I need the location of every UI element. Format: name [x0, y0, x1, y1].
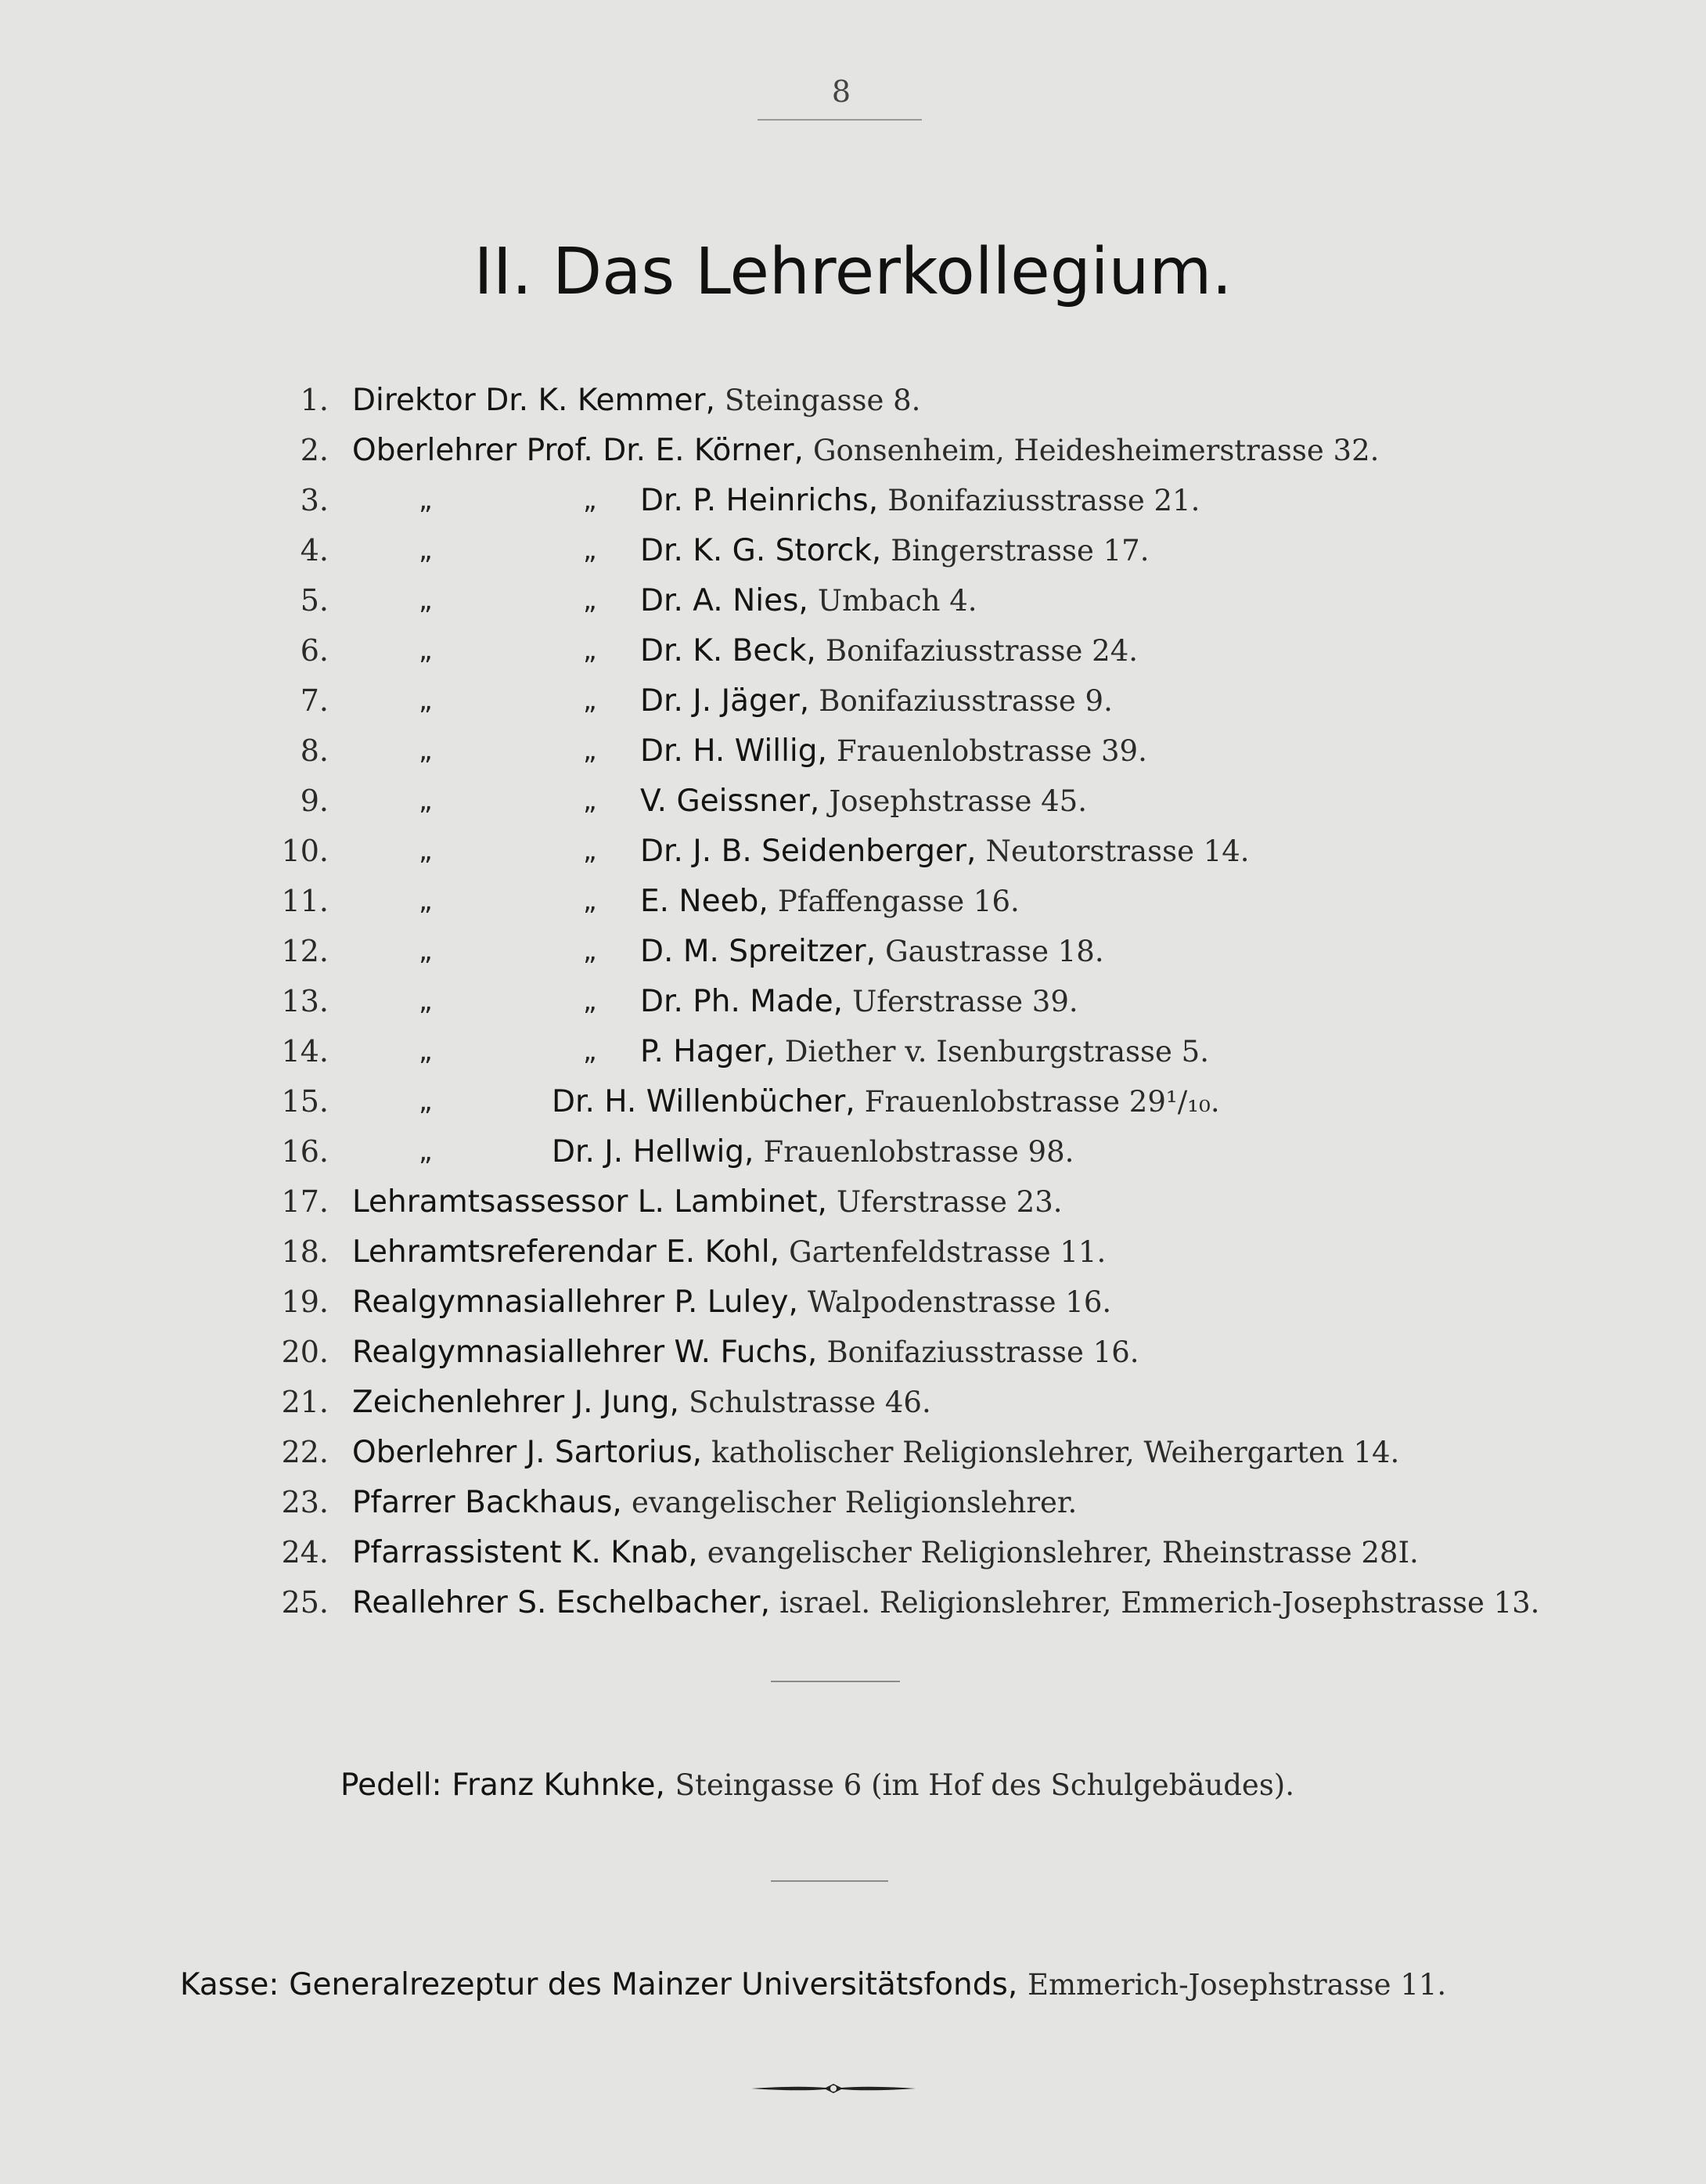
list-item	[0, 676, 1706, 725]
entry-name: Direktor Dr. K. Kemmer,	[352, 383, 715, 418]
entry-number: 24.	[281, 1535, 329, 1570]
pedell-address: Steingasse 6 (im Hof des Schulgebäudes).	[675, 1768, 1295, 1802]
list-item	[0, 927, 1706, 975]
entry-name: Pfarrer Backhaus,	[352, 1485, 622, 1520]
entry-number: 18.	[281, 1234, 329, 1269]
entry-name: Dr. J. Hellwig,	[552, 1134, 754, 1169]
entry-number: 17.	[281, 1184, 329, 1219]
entry-name: Dr. Ph. Made,	[640, 984, 844, 1019]
entry-address: Josephstrasse 45.	[829, 784, 1087, 818]
entry-address: Frauenlobstrasse 98.	[763, 1135, 1074, 1169]
ditto-mark: „	[419, 685, 433, 716]
entry-number: 25.	[281, 1585, 329, 1620]
entry-name: Lehramtsassessor L. Lambinet,	[352, 1184, 827, 1220]
entry-name: Dr. A. Nies,	[640, 583, 808, 618]
entry-number: 7.	[300, 683, 329, 718]
entry-address: evangelischer Religionslehrer, Rheinstrasse 28I.	[707, 1536, 1419, 1570]
entry-number: 14.	[281, 1034, 329, 1069]
entry-address: Schulstrasse 46.	[689, 1386, 931, 1419]
ditto-mark: „	[419, 585, 433, 616]
ditto-mark: „	[583, 585, 597, 616]
section-divider	[771, 1681, 900, 1682]
entry-name: Dr. P. Heinrichs,	[640, 483, 879, 518]
entry-address: Uferstrasse 23.	[836, 1185, 1063, 1219]
entry-number: 16.	[281, 1134, 329, 1169]
entry-address: Uferstrasse 39.	[852, 985, 1078, 1018]
ditto-mark: „	[583, 986, 597, 1017]
ditto-mark: „	[419, 535, 433, 566]
kasse-name: Generalrezeptur des Mainzer Universitätsfonds,	[289, 1967, 1018, 2002]
ditto-mark: „	[583, 685, 597, 716]
ditto-mark: „	[583, 635, 597, 666]
entry-address: Frauenlobstrasse 39.	[837, 734, 1147, 768]
entry-name: Dr. J. Jäger,	[640, 683, 810, 719]
kasse-address: Emmerich-Josephstrasse 11.	[1027, 1968, 1447, 2002]
entry-name: P. Hager,	[640, 1034, 776, 1069]
list-item	[0, 977, 1706, 1025]
entry-address: Bonifaziusstrasse 16.	[826, 1335, 1139, 1369]
entry-number: 11.	[281, 884, 329, 918]
entry-address: Gonsenheim, Heidesheimerstrasse 32.	[812, 434, 1380, 467]
entry-number: 23.	[281, 1485, 329, 1519]
ditto-mark: „	[419, 1086, 433, 1117]
entry-name: Dr. K. Beck,	[640, 633, 816, 669]
pedell-line	[340, 1761, 1706, 1809]
entry-address: Walpodenstrasse 16.	[807, 1285, 1112, 1319]
entry-name: Dr. H. Willenbücher,	[552, 1084, 855, 1119]
list-item	[0, 576, 1706, 625]
entry-address: Gaustrasse 18.	[885, 935, 1104, 968]
list-item	[0, 626, 1706, 675]
ditto-mark: „	[419, 835, 433, 867]
pedell-label: Pedell:	[340, 1768, 442, 1803]
list-item	[0, 1127, 1706, 1176]
list-item	[0, 827, 1706, 875]
entry-name: D. M. Spreitzer,	[640, 934, 876, 969]
entry-name: Oberlehrer Prof. Dr. E. Körner,	[352, 433, 804, 468]
ditto-mark: „	[583, 485, 597, 516]
ditto-mark: „	[419, 986, 433, 1017]
list-item	[0, 1177, 1706, 1226]
entry-address: katholischer Religionslehrer, Weihergarten 14.	[711, 1436, 1400, 1469]
ditto-mark: „	[583, 1036, 597, 1067]
list-item	[0, 1027, 1706, 1076]
list-item	[0, 1227, 1706, 1276]
ditto-mark: „	[583, 535, 597, 566]
page-number: 8	[831, 74, 851, 109]
list-item	[0, 726, 1706, 775]
entry-number: 9.	[300, 784, 329, 818]
page-title: II. Das Lehrerkollegium.	[473, 235, 1233, 309]
entry-address: Diether v. Isenburgstrasse 5.	[784, 1035, 1209, 1069]
pedell-name: Franz Kuhnke,	[452, 1768, 665, 1803]
ditto-mark: „	[419, 485, 433, 516]
entry-name: E. Neeb,	[640, 884, 768, 919]
entry-address: Frauenlobstrasse 29¹/₁₀.	[864, 1085, 1220, 1119]
entry-address: Umbach 4.	[817, 584, 977, 618]
entry-address: evangelischer Religionslehrer.	[631, 1486, 1078, 1519]
entry-name: Zeichenlehrer J. Jung,	[352, 1385, 679, 1420]
entry-address: Bonifaziusstrasse 24.	[825, 634, 1139, 668]
entry-number: 12.	[281, 934, 329, 968]
entry-name: Lehramtsreferendar E. Kohl,	[352, 1234, 780, 1270]
entry-address: Neutorstrasse 14.	[985, 834, 1250, 868]
list-item	[0, 376, 1706, 424]
list-item	[0, 777, 1706, 825]
list-item	[0, 526, 1706, 575]
entry-name: Pfarrassistent K. Knab,	[352, 1535, 698, 1570]
entry-name: Dr. K. G. Storck,	[640, 533, 882, 568]
ditto-mark: „	[583, 785, 597, 816]
entry-number: 5.	[300, 583, 329, 618]
entry-name: Reallehrer S. Eschelbacher,	[352, 1585, 770, 1620]
entry-number: 22.	[281, 1435, 329, 1469]
ditto-mark: „	[583, 835, 597, 867]
ditto-mark: „	[583, 735, 597, 766]
entry-number: 2.	[300, 433, 329, 467]
ditto-mark: „	[419, 785, 433, 816]
ditto-mark: „	[419, 935, 433, 967]
entry-number: 13.	[281, 984, 329, 1018]
kasse-label: Kasse:	[180, 1967, 279, 2002]
list-item	[0, 877, 1706, 925]
ditto-mark: „	[419, 885, 433, 917]
ditto-mark: „	[419, 1036, 433, 1067]
entry-number: 19.	[281, 1285, 329, 1319]
entry-address: Bonifaziusstrasse 9.	[819, 684, 1113, 718]
list-item	[0, 1077, 1706, 1126]
entry-address: Steingasse 8.	[724, 384, 921, 417]
list-item	[0, 1428, 1706, 1476]
entry-number: 8.	[300, 733, 329, 768]
section-divider	[771, 1880, 888, 1882]
entry-name: Realgymnasiallehrer P. Luley,	[352, 1285, 798, 1320]
list-item	[0, 1578, 1706, 1627]
ditto-mark: „	[419, 635, 433, 666]
page-number-rule	[758, 119, 922, 121]
list-item	[0, 1328, 1706, 1376]
ditto-mark: „	[419, 735, 433, 766]
entry-address: Bingerstrasse 17.	[891, 534, 1150, 568]
entry-address: Gartenfeldstrasse 11.	[789, 1235, 1107, 1269]
ditto-mark: „	[583, 935, 597, 967]
ditto-mark: „	[419, 1136, 433, 1167]
entry-number: 21.	[281, 1385, 329, 1419]
entry-number: 1.	[300, 383, 329, 417]
entry-number: 4.	[300, 533, 329, 568]
list-item	[0, 1378, 1706, 1426]
entry-number: 6.	[300, 633, 329, 668]
entry-number: 10.	[281, 834, 329, 868]
ditto-mark: „	[583, 885, 597, 917]
entry-name: Dr. H. Willig,	[640, 733, 827, 769]
list-item	[0, 1528, 1706, 1577]
entry-name: Dr. J. B. Seidenberger,	[640, 834, 977, 869]
kasse-line	[180, 1961, 1706, 2009]
entry-address: Pfaffengasse 16.	[777, 885, 1020, 918]
list-item	[0, 476, 1706, 524]
entry-name: Oberlehrer J. Sartorius,	[352, 1435, 703, 1470]
list-item	[0, 1278, 1706, 1326]
list-item	[0, 1478, 1706, 1526]
entry-number: 15.	[281, 1084, 329, 1119]
entry-number: 20.	[281, 1335, 329, 1369]
ornament-divider-icon	[751, 2081, 916, 2096]
entry-name: Realgymnasiallehrer W. Fuchs,	[352, 1335, 818, 1370]
entry-address: Bonifaziusstrasse 21.	[887, 484, 1200, 517]
list-item	[0, 426, 1706, 474]
entry-name: V. Geissner,	[640, 784, 820, 819]
entry-address: israel. Religionslehrer, Emmerich-Josephstrasse 13.	[779, 1586, 1540, 1620]
entry-number: 3.	[300, 483, 329, 517]
